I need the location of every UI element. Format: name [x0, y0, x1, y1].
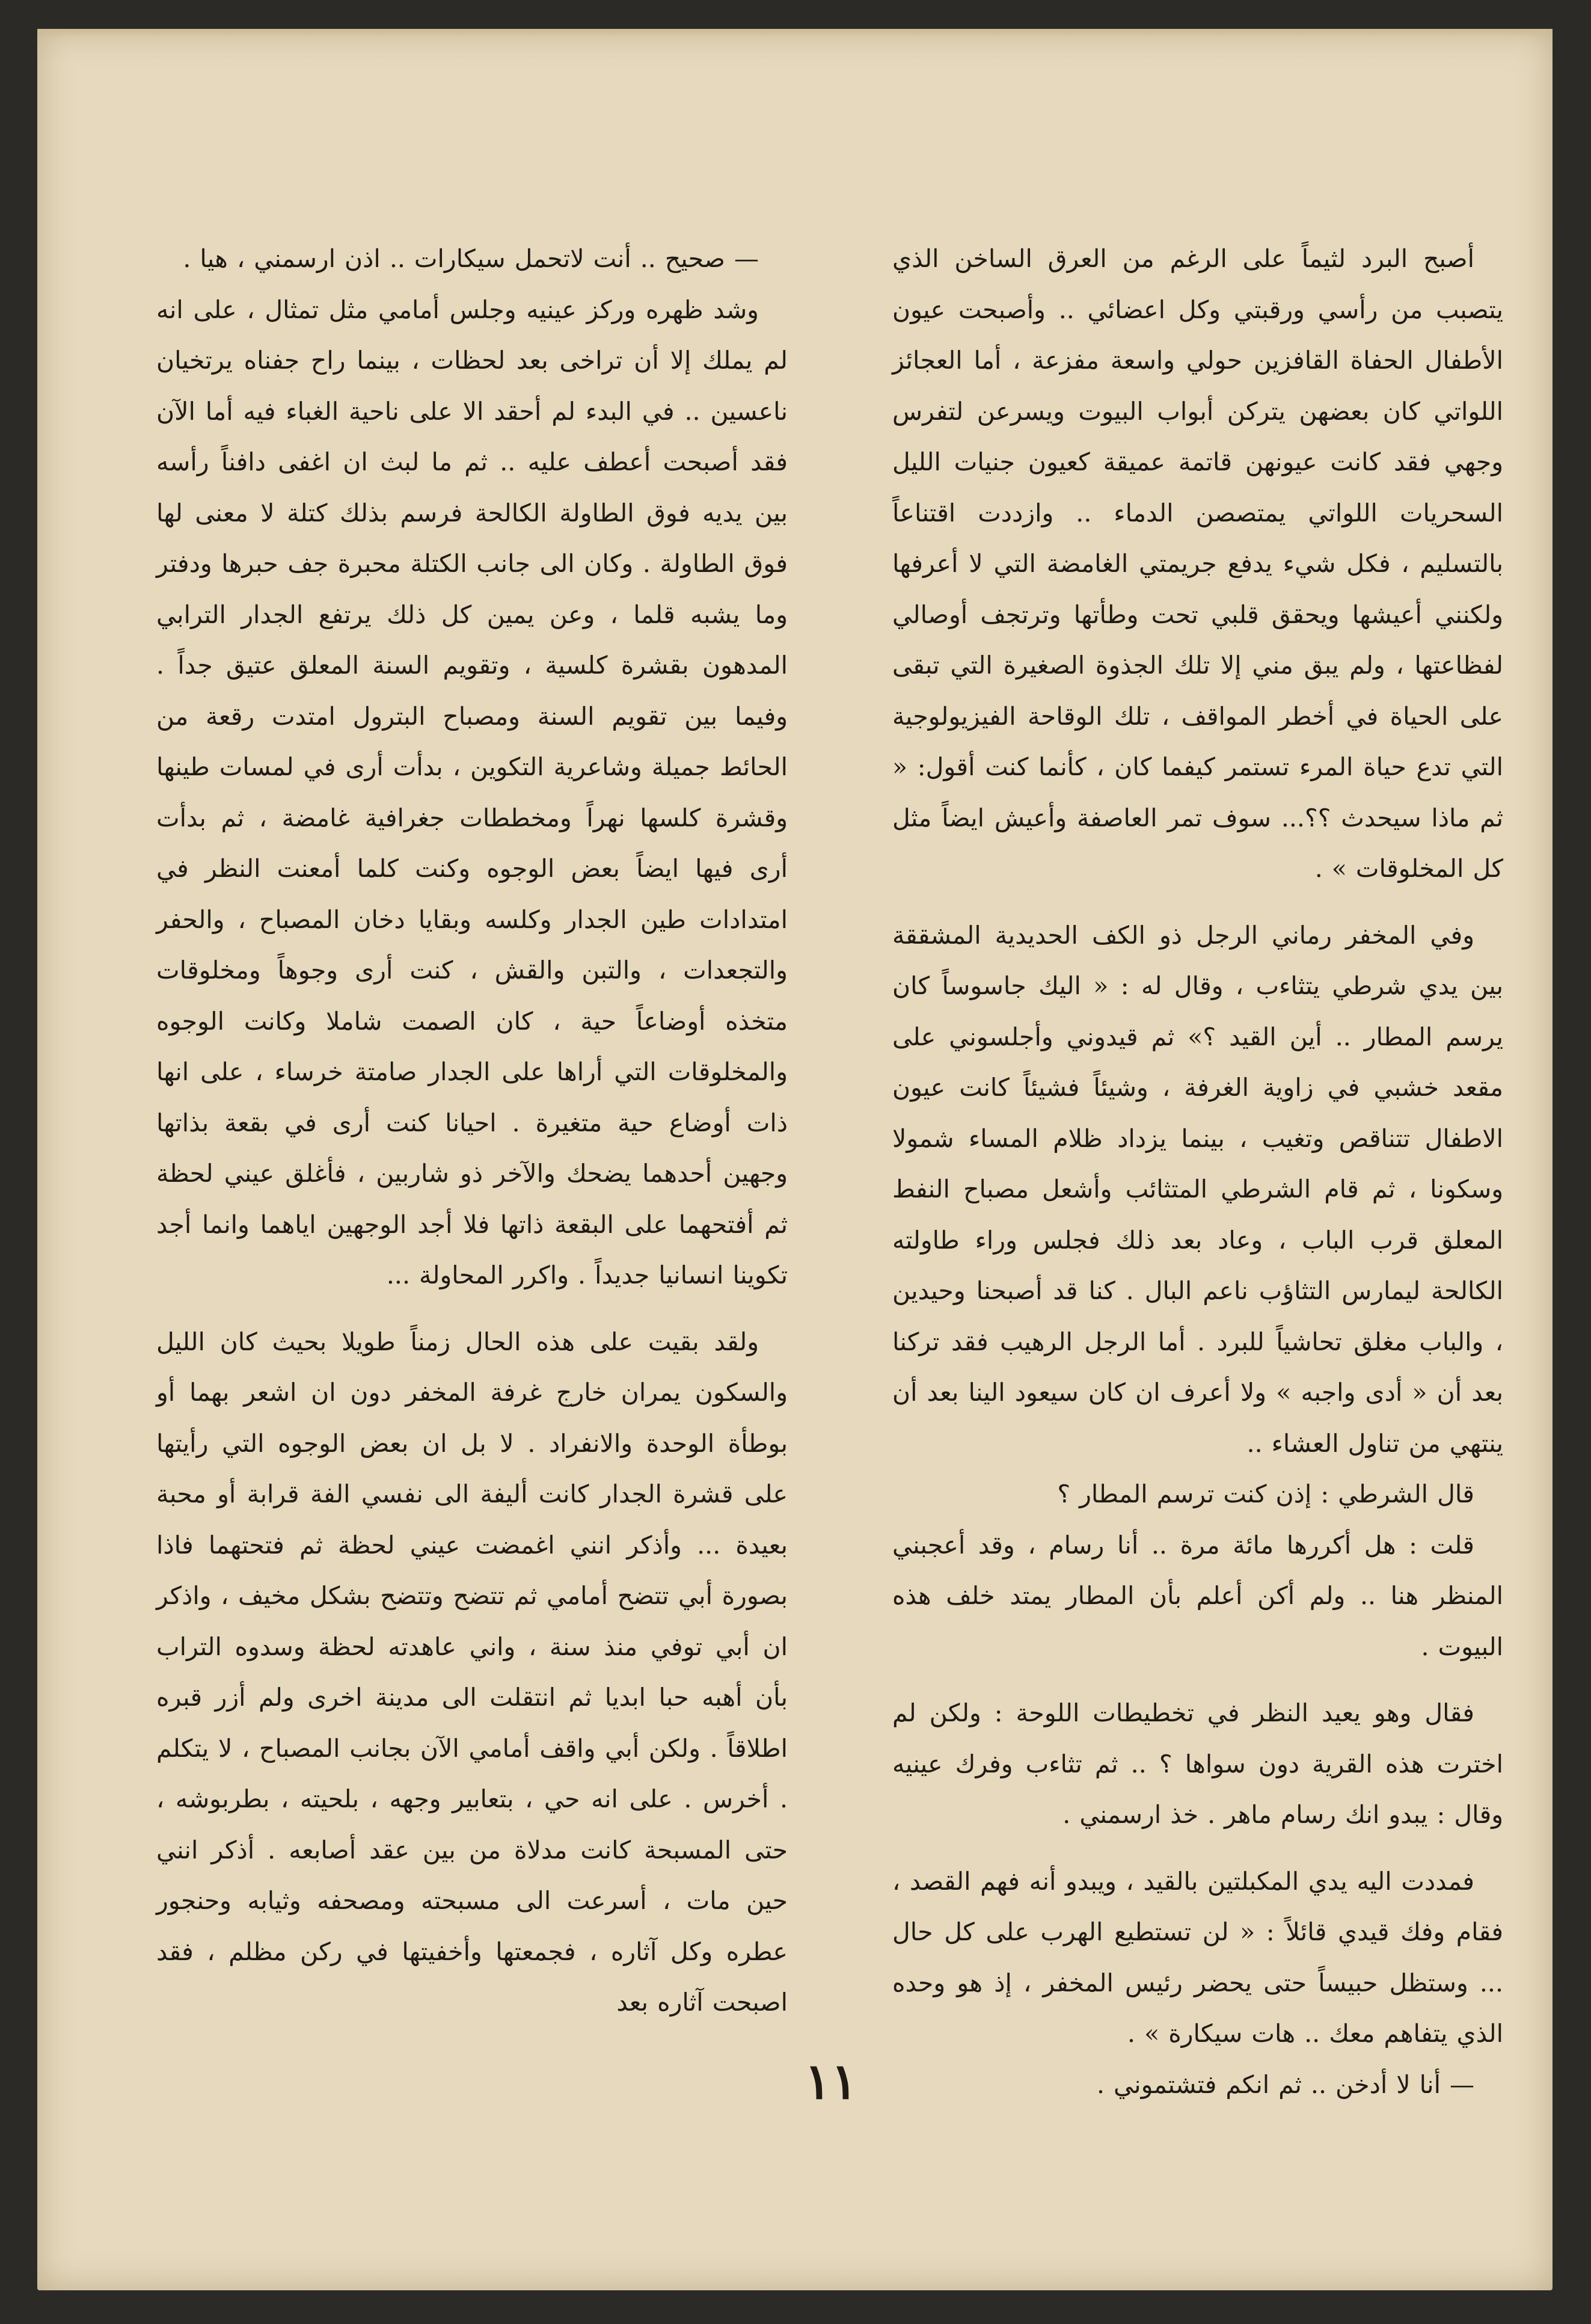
paragraph: وشد ظهره وركز عينيه وجلس أمامي مثل تمثال ، على انه لم يملك إلا أن تراخى بعد لحظات ، بينما راح جفناه يرتخيان ناعسين .. في البدء لم أحقد الا على ناحية الغباء فيه أما الآن فقد أصبحت أعطف عليه .. ثم ما لبث ان اغفى دافناً رأسه بين يديه فوق الطاولة الكالحة فرسم بذلك كتلة لا معنى لها فوق الطاولة . وكان الى جانب الكتلة محبرة جف حبرها ودفتر وما يشبه قلما ، وعن يمين كل ذلك يرتفع الجدار الترابي المدهون بقشرة كلسية ، وتقويم السنة المعلق عتيق جداً . وفيما بين تقويم السنة ومصباح البترول امتدت رقعة من الحائط جميلة وشاعرية التكوين ، بدأت أرى في لمسات طينها وقشرة كلسها نهراً ومخططات جغرافية غامضة ، ثم بدأت أرى فيها ايضاً بعض الوجوه وكنت كلما أمعنت النظر في امتدادات طين الجدار وكلسه وبقايا دخان المصباح ، والحفر والتجعدات ، والتبن والقش ، كنت أرى وجوهاً ومخلوقات متخذه أوضاعاً حية ، كان الصمت شاملا وكانت الوجوه والمخلوقات التي أراها على الجدار صامتة خرساء ، على انها ذات أوضاع حية متغيرة . احيانا كنت أرى في بقعة بذاتها وجهين أحدهما يضحك والآخر ذو شاربين ، فأغلق عيني لحظة ثم أفتحهما على البقعة ذاتها فلا أجد الوجهين اياهما وانما أجد تكوينا انسانيا جديداً . واكرر المحاولة ...	[156, 295, 788, 1290]
paragraph: — أنا لا أدخن .. ثم انكم فتشتموني .	[1096, 2070, 1474, 2099]
paragraph: فقال وهو يعيد النظر في تخطيطات اللوحة : ولكن لم اخترت هذه القرية دون سواها ؟ .. ثم تثاءب وفرك عينيه وقال : يبدو انك رسام ماهر . خذ ارسمني .	[892, 1698, 1503, 1829]
page-number: ١١	[804, 2053, 858, 2110]
magazine-page	[37, 29, 1553, 2290]
paragraph: فمددت اليه يدي المكبلتين بالقيد ، ويبدو أنه فهم القصد ، فقام وفك قيدي قائلاً : « لن تستطيع الهرب على كل حال ... وستظل حبيساً حتى يحضر رئيس المخفر ، إذ هو وحده الذي يتفاهم معك .. هات سيكارة » .	[892, 1866, 1503, 2048]
paragraph: أصبح البرد لثيماً على الرغم من العرق الساخن الذي يتصبب من رأسي ورقبتي وكل اعضائي .. وأصبحت عيون الأطفال الحفاة القافزين حولي واسعة مفزعة ، أما العجائز اللواتي كان بعضهن يتركن أبواب البيوت ويسرعن لتفرس وجهي فقد كانت عيونهن قاتمة عميقة كعيون جنيات الليل السحريات اللواتي يمتصصن الدماء .. وازددت اقتناعاً بالتسليم ، فكل شيء يدفع جريمتي الغامضة التي لا أعرفها ولكنني أعيشها ويحقق قلبي تحت وطأتها وترتجف أوصالي لفظاعتها ، ولم يبق مني إلا تلك الجذوة الصغيرة التي تبقى على الحياة في أخطر المواقف ، تلك الوقاحة الفيزيولوجية التي تدع حياة المرء تستمر كيفما كان ، كأنما كنت أقول: « ثم ماذا سيحدث ؟؟... سوف تمر العاصفة وأعيش ايضاً مثل كل المخلوقات » .	[892, 244, 1503, 883]
paragraph: — صحيح .. أنت لاتحمل سيكارات .. اذن ارسمني ، هيا .	[183, 244, 759, 273]
paragraph: قال الشرطي : إذن كنت ترسم المطار ؟	[1057, 1480, 1474, 1508]
paragraph: ولقد بقيت على هذه الحال زمناً طويلا بحيث كان الليل والسكون يمران خارج غرفة المخفر دون ان اشعر بهما أو بوطأة الوحدة والانفراد . لا بل ان بعض الوجوه التي رأيتها على قشرة الجدار كانت أليفة الى نفسي الفة قرابة أو محبة بعيدة ... وأذكر انني اغمضت عيني لحظة ثم فتحتهما فاذا بصورة أبي تتضح أمامي ثم تتضح وتتضح بشكل مخيف ، واذكر ان أبي توفي منذ سنة ، واني عاهدته لحظة وسدوه التراب بأن أهبه حبا ابديا ثم انتقلت الى مدينة اخرى ولم أزر قبره اطلاقاً . ولكن أبي واقف أمامي الآن بجانب المصباح ، لا يتكلم . أخرس . على انه حي ، بتعابير وجهه ، بلحيته ، بطربوشه ، حتى المسبحة كانت مدلاة من بين عقد أصابعه . أذكر انني حين مات ، أسرعت الى مسبحته ومصحفه وثيابه وحنجور عطره وكل آثاره ، فجمعتها وأخفيتها في ركن مظلم ، فقد اصبحت آثاره بعد	[156, 1327, 788, 2017]
paragraph: وفي المخفر رماني الرجل ذو الكف الحديدية المشققة بين يدي شرطي يتثاءب ، وقال له : « اليك جاسوساً كان يرسم المطار .. أين القيد ؟» ثم قيدوني وأجلسوني على مقعد خشبي في زاوية الغرفة ، وشيئاً فشيئاً كانت عيون الاطفال تتناقص وتغيب ، بينما يزداد ظلام المساء شمولا وسكونا ، ثم قام الشرطي المتثائب وأشعل مصباح النفط المعلق قرب الباب ، وعاد بعد ذلك فجلس وراء طاولته الكالحة ليمارس التثاؤب ناعم البال . كنا قد أصبحنا وحيدين ، والباب مغلق تحاشياً للبرد . أما الرجل الرهيب فقد تركنا بعد أن « أدى واجبه » ولا أعرف ان كان سيعود الينا بعد أن ينتهي من تناول العشاء ..	[892, 920, 1503, 1458]
left-text-column	[156, 233, 788, 2028]
paragraph: قلت : هل أكررها مائة مرة .. أنا رسام ، وقد أعجبني المنظر هنا .. ولم أكن أعلم بأن المطار يمتد خلف هذه البيوت .	[892, 1530, 1503, 1661]
right-text-column	[892, 233, 1503, 2110]
